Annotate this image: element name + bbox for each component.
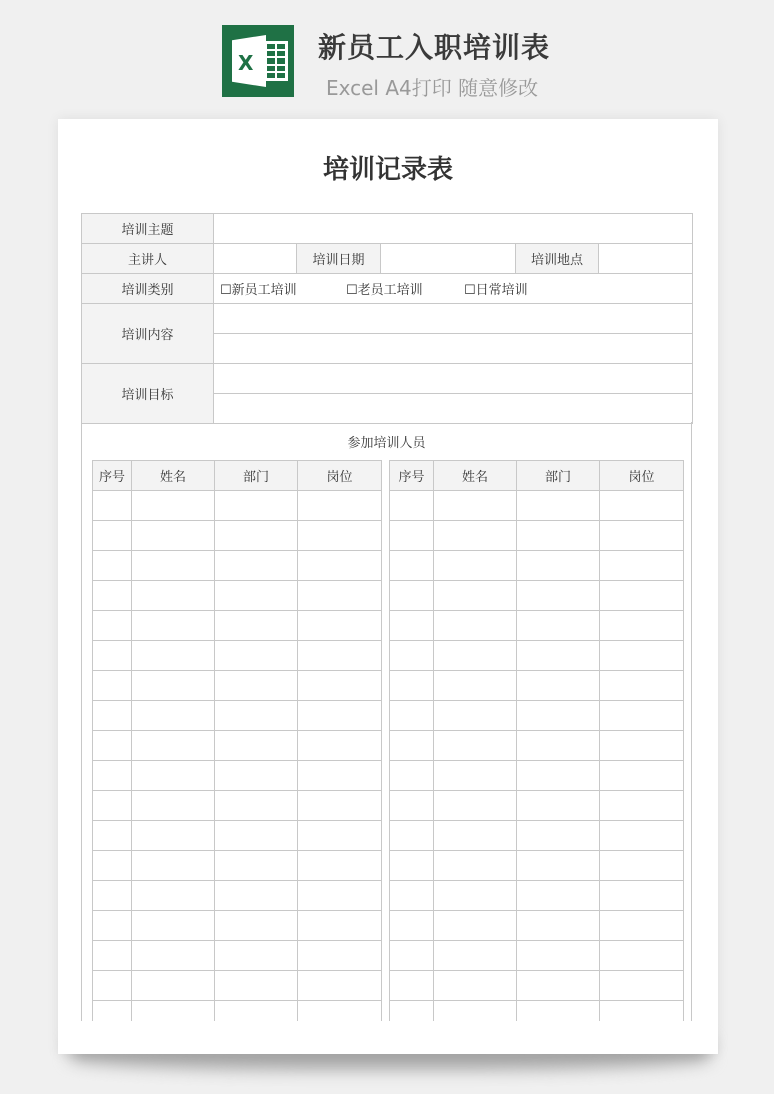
name-cell[interactable] <box>434 971 517 1001</box>
name-cell[interactable] <box>434 941 517 971</box>
department-cell[interactable] <box>517 941 600 971</box>
lecturer-field[interactable] <box>214 244 297 274</box>
table-row <box>93 971 382 1001</box>
table-row <box>93 941 382 971</box>
name-cell[interactable] <box>132 581 215 611</box>
name-cell[interactable] <box>132 671 215 701</box>
position-cell[interactable] <box>600 521 684 551</box>
index-cell[interactable] <box>390 731 434 761</box>
checkbox-daily-training[interactable]: ☐日常培训 <box>464 283 528 298</box>
position-cell[interactable] <box>600 1001 684 1022</box>
table-row <box>93 641 382 671</box>
name-cell[interactable] <box>434 491 517 521</box>
index-cell[interactable] <box>390 521 434 551</box>
department-cell[interactable] <box>517 851 600 881</box>
name-cell[interactable] <box>132 731 215 761</box>
department-cell[interactable] <box>517 881 600 911</box>
position-cell[interactable] <box>600 701 684 731</box>
position-cell[interactable] <box>600 641 684 671</box>
participants-section <box>81 422 692 1021</box>
index-cell[interactable] <box>93 581 132 611</box>
index-cell[interactable] <box>390 941 434 971</box>
table-row <box>390 851 684 881</box>
index-cell[interactable] <box>390 761 434 791</box>
col-header-index: 序号 <box>390 461 434 491</box>
index-cell[interactable] <box>390 971 434 1001</box>
index-cell[interactable] <box>390 851 434 881</box>
table-row <box>93 611 382 641</box>
index-cell[interactable] <box>390 581 434 611</box>
form-area <box>81 213 693 1021</box>
name-cell[interactable] <box>434 821 517 851</box>
department-cell[interactable] <box>215 941 298 971</box>
topic-field[interactable] <box>214 214 693 244</box>
col-header-index: 序号 <box>93 461 132 491</box>
name-cell[interactable] <box>132 641 215 671</box>
name-cell[interactable] <box>434 761 517 791</box>
table-header-row <box>390 461 684 491</box>
position-cell[interactable] <box>298 581 382 611</box>
table-row <box>93 581 382 611</box>
department-cell[interactable] <box>517 791 600 821</box>
table-row <box>390 761 684 791</box>
name-cell[interactable] <box>434 1001 517 1022</box>
name-cell[interactable] <box>132 821 215 851</box>
col-header-position: 岗位 <box>298 461 382 491</box>
position-cell[interactable] <box>298 521 382 551</box>
index-cell[interactable] <box>390 641 434 671</box>
position-cell[interactable] <box>600 881 684 911</box>
header-title: 新员工入职培训表 <box>318 31 551 64</box>
table-row <box>93 701 382 731</box>
index-cell[interactable] <box>390 881 434 911</box>
position-cell[interactable] <box>298 611 382 641</box>
date-field[interactable] <box>381 244 516 274</box>
row-topic <box>82 214 693 244</box>
position-cell[interactable] <box>600 551 684 581</box>
table-row <box>93 881 382 911</box>
position-cell[interactable] <box>298 911 382 941</box>
index-cell[interactable] <box>93 701 132 731</box>
position-cell[interactable] <box>298 641 382 671</box>
position-cell[interactable] <box>298 791 382 821</box>
index-cell[interactable] <box>93 671 132 701</box>
name-cell[interactable] <box>132 491 215 521</box>
table-row <box>390 911 684 941</box>
index-cell[interactable] <box>390 671 434 701</box>
category-options <box>214 274 693 304</box>
excel-x-letter: X <box>238 51 254 75</box>
index-cell[interactable] <box>93 551 132 581</box>
position-cell[interactable] <box>298 881 382 911</box>
name-cell[interactable] <box>132 911 215 941</box>
department-cell[interactable] <box>517 641 600 671</box>
position-cell[interactable] <box>600 911 684 941</box>
index-cell[interactable] <box>93 611 132 641</box>
table-row <box>390 731 684 761</box>
department-cell[interactable] <box>215 521 298 551</box>
name-cell[interactable] <box>434 791 517 821</box>
participants-table-left <box>92 460 382 1021</box>
name-cell[interactable] <box>132 851 215 881</box>
department-cell[interactable] <box>517 551 600 581</box>
position-cell[interactable] <box>600 581 684 611</box>
position-cell[interactable] <box>600 971 684 1001</box>
table-row <box>390 581 684 611</box>
col-header-name: 姓名 <box>434 461 517 491</box>
department-cell[interactable] <box>215 581 298 611</box>
table-row <box>93 551 382 581</box>
department-cell[interactable] <box>215 701 298 731</box>
name-cell[interactable] <box>132 1001 215 1022</box>
name-cell[interactable] <box>434 911 517 941</box>
table-row <box>390 881 684 911</box>
row-lecturer <box>82 244 693 274</box>
col-header-name: 姓名 <box>132 461 215 491</box>
page-header <box>0 0 774 110</box>
department-cell[interactable] <box>517 971 600 1001</box>
table-row <box>93 671 382 701</box>
category-label: 培训类别 <box>82 274 214 304</box>
content-field-line-1[interactable] <box>214 304 693 334</box>
index-cell[interactable] <box>93 971 132 1001</box>
position-cell[interactable] <box>298 671 382 701</box>
department-cell[interactable] <box>215 731 298 761</box>
position-cell[interactable] <box>600 791 684 821</box>
name-cell[interactable] <box>132 941 215 971</box>
table-row <box>390 941 684 971</box>
department-cell[interactable] <box>517 671 600 701</box>
table-row <box>93 911 382 941</box>
name-cell[interactable] <box>434 671 517 701</box>
position-cell[interactable] <box>298 491 382 521</box>
department-cell[interactable] <box>517 491 600 521</box>
checkbox-existing-employee[interactable]: ☐老员工培训 <box>346 283 423 298</box>
col-header-department: 部门 <box>517 461 600 491</box>
index-cell[interactable] <box>93 521 132 551</box>
header-subtitle: Excel A4打印 随意修改 <box>326 76 539 100</box>
table-row <box>390 521 684 551</box>
name-cell[interactable] <box>434 731 517 761</box>
content-field-line-2[interactable] <box>214 334 693 364</box>
table-row <box>390 971 684 1001</box>
index-cell[interactable] <box>390 611 434 641</box>
department-cell[interactable] <box>215 911 298 941</box>
department-cell[interactable] <box>215 791 298 821</box>
position-cell[interactable] <box>600 821 684 851</box>
department-cell[interactable] <box>517 611 600 641</box>
spreadsheet-grid-icon <box>264 41 288 81</box>
index-cell[interactable] <box>93 641 132 671</box>
department-cell[interactable] <box>517 911 600 941</box>
position-cell[interactable] <box>600 941 684 971</box>
table-row <box>390 1001 684 1022</box>
position-cell[interactable] <box>298 731 382 761</box>
topic-label: 培训主题 <box>82 214 214 244</box>
name-cell[interactable] <box>132 791 215 821</box>
name-cell[interactable] <box>434 641 517 671</box>
table-row <box>93 521 382 551</box>
position-cell[interactable] <box>600 671 684 701</box>
row-category <box>82 274 693 304</box>
table-row <box>93 791 382 821</box>
name-cell[interactable] <box>132 701 215 731</box>
training-info-table <box>81 213 693 424</box>
index-cell[interactable] <box>93 851 132 881</box>
department-cell[interactable] <box>215 491 298 521</box>
index-cell[interactable] <box>390 791 434 821</box>
name-cell[interactable] <box>132 521 215 551</box>
position-cell[interactable] <box>298 971 382 1001</box>
department-cell[interactable] <box>517 821 600 851</box>
index-cell[interactable] <box>390 1001 434 1022</box>
content-label: 培训内容 <box>82 304 214 364</box>
document-page <box>58 119 718 1054</box>
department-cell[interactable] <box>517 1001 600 1022</box>
lecturer-label: 主讲人 <box>82 244 214 274</box>
name-cell[interactable] <box>434 881 517 911</box>
position-cell[interactable] <box>600 731 684 761</box>
position-cell[interactable] <box>600 611 684 641</box>
index-cell[interactable] <box>93 821 132 851</box>
goal-label: 培训目标 <box>82 364 214 424</box>
name-cell[interactable] <box>132 551 215 581</box>
name-cell[interactable] <box>434 701 517 731</box>
index-cell[interactable] <box>93 731 132 761</box>
table-row <box>390 611 684 641</box>
index-cell[interactable] <box>93 791 132 821</box>
excel-icon <box>222 25 294 97</box>
department-cell[interactable] <box>517 521 600 551</box>
table-row <box>93 821 382 851</box>
row-content-1 <box>82 304 693 334</box>
department-cell[interactable] <box>215 761 298 791</box>
index-cell[interactable] <box>390 911 434 941</box>
name-cell[interactable] <box>434 611 517 641</box>
department-cell[interactable] <box>215 851 298 881</box>
table-row <box>390 641 684 671</box>
table-row <box>390 791 684 821</box>
name-cell[interactable] <box>132 761 215 791</box>
name-cell[interactable] <box>132 881 215 911</box>
index-cell[interactable] <box>390 821 434 851</box>
index-cell[interactable] <box>93 1001 132 1022</box>
department-cell[interactable] <box>215 641 298 671</box>
col-header-department: 部门 <box>215 461 298 491</box>
index-cell[interactable] <box>93 881 132 911</box>
position-cell[interactable] <box>298 701 382 731</box>
name-cell[interactable] <box>434 521 517 551</box>
table-row <box>93 1001 382 1022</box>
table-row <box>390 491 684 521</box>
position-cell[interactable] <box>298 821 382 851</box>
position-cell[interactable] <box>298 761 382 791</box>
participants-title: 参加培训人员 <box>347 436 426 451</box>
position-cell[interactable] <box>600 761 684 791</box>
department-cell[interactable] <box>517 581 600 611</box>
table-row <box>93 761 382 791</box>
index-cell[interactable] <box>390 701 434 731</box>
position-cell[interactable] <box>298 1001 382 1022</box>
name-cell[interactable] <box>434 851 517 881</box>
col-header-position: 岗位 <box>600 461 684 491</box>
location-field[interactable] <box>599 244 693 274</box>
position-cell[interactable] <box>298 551 382 581</box>
goal-field-line-2[interactable] <box>214 394 693 424</box>
department-cell[interactable] <box>215 971 298 1001</box>
name-cell[interactable] <box>434 581 517 611</box>
index-cell[interactable] <box>390 551 434 581</box>
index-cell[interactable] <box>93 491 132 521</box>
goal-field-line-1[interactable] <box>214 364 693 394</box>
department-cell[interactable] <box>517 731 600 761</box>
document-title: 培训记录表 <box>322 155 453 185</box>
department-cell[interactable] <box>215 551 298 581</box>
table-row <box>93 731 382 761</box>
name-cell[interactable] <box>132 971 215 1001</box>
participants-table-right <box>389 460 684 1021</box>
department-cell[interactable] <box>215 671 298 701</box>
name-cell[interactable] <box>132 611 215 641</box>
table-row <box>93 851 382 881</box>
department-cell[interactable] <box>517 701 600 731</box>
table-row <box>390 671 684 701</box>
position-cell[interactable] <box>298 851 382 881</box>
table-header-row <box>93 461 382 491</box>
department-cell[interactable] <box>215 1001 298 1022</box>
table-row <box>93 491 382 521</box>
department-cell[interactable] <box>215 821 298 851</box>
name-cell[interactable] <box>434 551 517 581</box>
department-cell[interactable] <box>517 761 600 791</box>
date-label: 培训日期 <box>297 244 381 274</box>
table-row <box>390 551 684 581</box>
checkbox-new-employee[interactable]: ☐新员工培训 <box>220 283 297 298</box>
department-cell[interactable] <box>215 881 298 911</box>
index-cell[interactable] <box>93 761 132 791</box>
table-row <box>390 821 684 851</box>
table-row <box>390 701 684 731</box>
index-cell[interactable] <box>93 911 132 941</box>
department-cell[interactable] <box>215 611 298 641</box>
position-cell[interactable] <box>600 491 684 521</box>
row-goal-1 <box>82 364 693 394</box>
position-cell[interactable] <box>298 941 382 971</box>
index-cell[interactable] <box>390 491 434 521</box>
position-cell[interactable] <box>600 851 684 881</box>
location-label: 培训地点 <box>516 244 599 274</box>
index-cell[interactable] <box>93 941 132 971</box>
